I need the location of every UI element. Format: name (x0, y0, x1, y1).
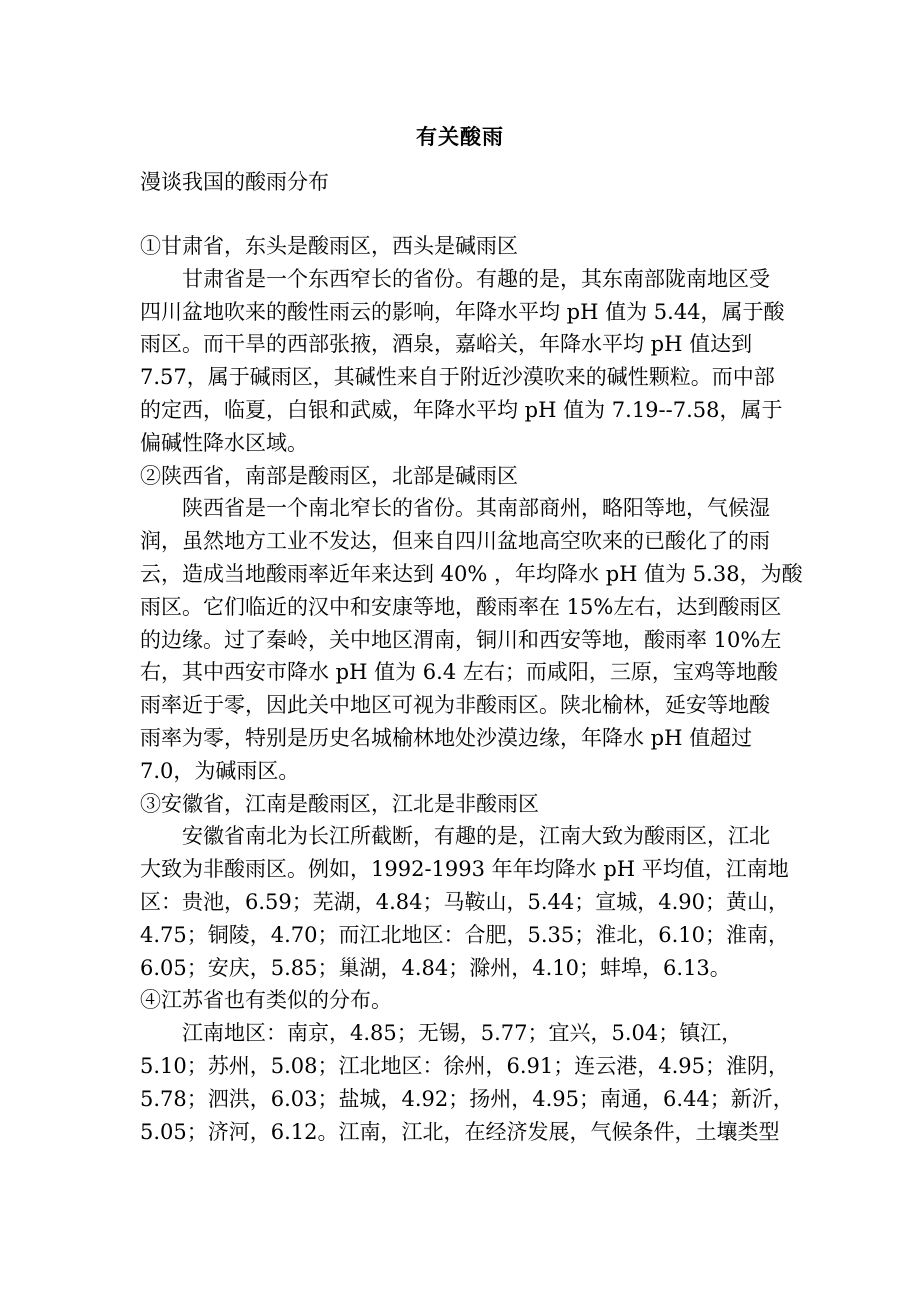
document-subtitle: 漫谈我国的酸雨分布 (140, 170, 329, 194)
paragraph-line: 区：贵池，6.59；芜湖，4.84；马鞍山，5.44；宣城，4.90；黄山， (140, 889, 790, 914)
document-title: 有关酸雨 (416, 125, 504, 149)
paragraph-line: 4.75；铜陵，4.70；而江北地区：合肥，5.35；淮北，6.10；淮南， (140, 922, 790, 947)
paragraph-line: 偏碱性降水区域。 (140, 430, 308, 455)
paragraph-line: 陕西省是一个南北窄长的省份。其南部商州，略阳等地，气候湿 (182, 496, 770, 521)
paragraph-line: 云，造成当地酸雨率近年来达到 40% ，年均降水 pH 值为 5.38，为酸 (140, 561, 803, 586)
paragraph-line: 6.05；安庆，5.85；巢湖，4.84；滁州，4.10；蚌埠，6.13。 (140, 955, 731, 980)
paragraph-line: 雨区。而干旱的西部张掖，酒泉，嘉峪关，年降水平均 pH 值达到 (140, 332, 753, 357)
paragraph-line: 江南地区：南京，4.85；无锡，5.77；宜兴，5.04；镇江， (182, 1021, 743, 1046)
paragraph-line: 四川盆地吹来的酸性雨云的影响，年降水平均 pH 值为 5.44，属于酸 (140, 299, 785, 324)
paragraph-line: 右，其中西安市降水 pH 值为 6.4 左右；而咸阳，三原，宝鸡等地酸 (140, 660, 778, 685)
document-body (140, 230, 803, 1148)
section-heading: ④江苏省也有类似的分布。 (140, 988, 392, 1013)
paragraph-line: 大致为非酸雨区。例如，1992-1993 年年均降水 pH 平均值，江南地 (140, 857, 789, 882)
paragraph-line: 雨区。它们临近的汉中和安康等地，酸雨率在 15%左右，达到酸雨区 (140, 594, 782, 619)
paragraph-line: 7.57，属于碱雨区，其碱性来自于附近沙漠吹来的碱性颗粒。而中部 (140, 365, 775, 390)
paragraph-line: 雨率为零，特别是历史名城榆林地处沙漠边缘，年降水 pH 值超过 (140, 725, 753, 750)
section-heading: ③安徽省，江南是酸雨区，江北是非酸雨区 (140, 791, 539, 816)
paragraph-line: 安徽省南北为长江所截断，有趣的是，江南大致为酸雨区，江北 (182, 824, 770, 849)
paragraph-line: 润，虽然地方工业不发达，但来自四川盆地高空吹来的已酸化了的雨 (140, 529, 770, 554)
paragraph-line: 5.10；苏州，5.08；江北地区：徐州，6.91；连云港，4.95；淮阴， (140, 1053, 790, 1078)
paragraph-line: 雨率近于零，因此关中地区可视为非酸雨区。陕北榆林，延安等地酸 (140, 693, 770, 718)
paragraph-line: 5.05；济河，6.12。江南，江北，在经济发展，气候条件，土壤类型 (140, 1119, 780, 1144)
section-heading: ①甘肃省，东头是酸雨区，西头是碱雨区 (140, 234, 518, 258)
paragraph-line: 的定西，临夏，白银和武威，年降水平均 pH 值为 7.19--7.58，属于 (140, 397, 783, 422)
paragraph-line: 7.0，为碱雨区。 (140, 758, 300, 783)
paragraph-line: 甘肃省是一个东西窄长的省份。有趣的是，其东南部陇南地区受 (182, 266, 770, 291)
section-heading: ②陕西省，南部是酸雨区，北部是碱雨区 (140, 463, 518, 488)
paragraph-line: 5.78；泗洪，6.03；盐城，4.92；扬州，4.95；南通，6.44；新沂， (140, 1086, 794, 1111)
paragraph-line: 的边缘。过了秦岭，关中地区渭南，铜川和西安等地，酸雨率 10%左 (140, 627, 782, 652)
